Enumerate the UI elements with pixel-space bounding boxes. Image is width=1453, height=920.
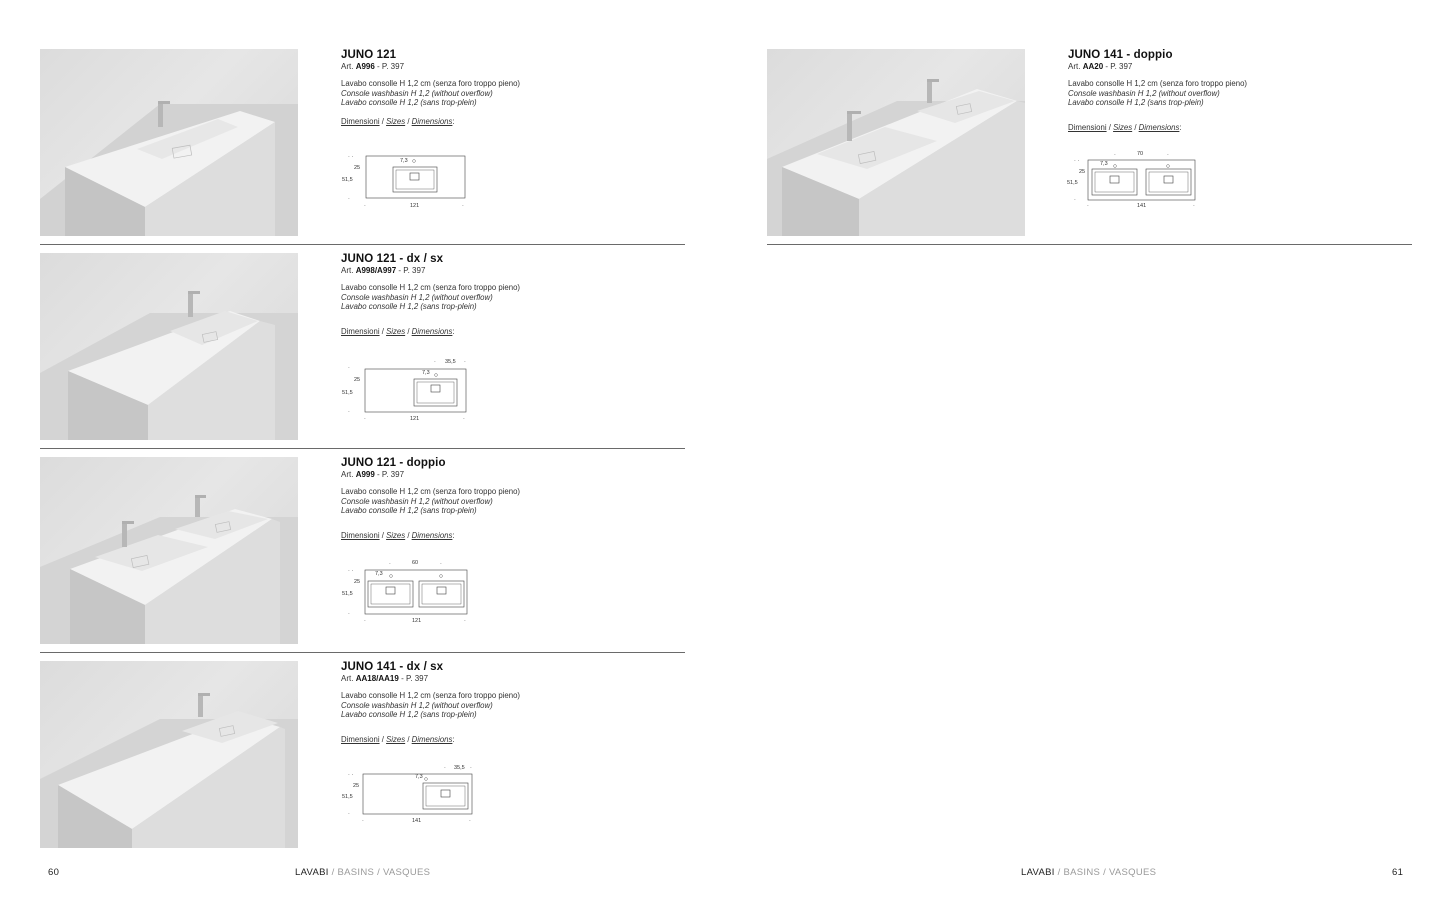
product-title: JUNO 141 - dx / sx <box>341 661 444 673</box>
svg-text:·: · <box>1114 152 1116 158</box>
product-info <box>341 253 681 337</box>
article-code: A996 <box>355 62 375 71</box>
page-number-left: 60 <box>48 867 60 878</box>
svg-text:·: · <box>362 818 364 824</box>
svg-text:·: · <box>464 618 466 624</box>
svg-text:·: · <box>1167 152 1169 158</box>
product-title: JUNO 141 - doppio <box>1068 49 1173 61</box>
product-description: Lavabo consolle H 1,2 cm (senza foro troppo pieno) Console washbasin H 1,2 (without overflow) Lavabo consolle H 1,2 (sans trop-plein) <box>341 691 520 720</box>
svg-text:·: · <box>434 359 436 365</box>
dim-height: 51,5 <box>342 390 353 396</box>
section-divider <box>767 244 1412 245</box>
product-info <box>341 457 681 541</box>
section-label-left: LAVABI / BASINS / VASQUES <box>295 867 431 878</box>
dim-width: 141 <box>1137 203 1147 209</box>
product-description: Lavabo consolle H 1,2 cm (senza foro troppo pieno) Console washbasin H 1,2 (without overflow) Lavabo consolle H 1,2 (sans trop-plein) <box>341 283 520 312</box>
technical-drawing <box>340 557 480 627</box>
product-description: Lavabo consolle H 1,2 cm (senza foro troppo pieno) Console washbasin H 1,2 (without overflow) Lavabo consolle H 1,2 (sans trop-plein) <box>341 79 520 108</box>
svg-text:·: · <box>364 416 366 422</box>
dim-offset: 7,3 <box>375 571 383 577</box>
product-photo <box>767 49 1025 236</box>
dim-height: 51,5 <box>342 591 353 597</box>
dimensions-label: Dimensioni / Sizes / Dimensions: <box>341 326 455 336</box>
svg-text:·: · <box>463 416 465 422</box>
svg-text:· ·: · · <box>1074 158 1080 164</box>
svg-text:·: · <box>364 203 366 209</box>
product-photo <box>40 457 298 644</box>
product-title: JUNO 121 - doppio <box>341 457 446 469</box>
product-description: Lavabo consolle H 1,2 cm (senza foro troppo pieno) Console washbasin H 1,2 (without overflow) Lavabo consolle H 1,2 (sans trop-plein) <box>341 487 520 516</box>
dim-offset: 7,3 <box>400 158 408 164</box>
product-title: JUNO 121 - dx / sx <box>341 253 444 265</box>
dim-depth: 25 <box>354 377 361 383</box>
dimensions-label: Dimensioni / Sizes / Dimensions: <box>1068 122 1182 132</box>
article-line: Art. A999 - P. 397 <box>341 470 405 479</box>
product-photo <box>40 661 298 848</box>
article-code: A999 <box>355 470 375 479</box>
technical-drawing <box>340 151 480 213</box>
dim-side: 35,5 <box>445 359 456 365</box>
dim-offset: 7,3 <box>415 774 423 780</box>
article-line: Art. AA20 - P. 397 <box>1068 62 1133 71</box>
product-card-juno-121-doppio <box>40 457 685 653</box>
article-line: Art. AA18/AA19 - P. 397 <box>341 674 429 683</box>
technical-drawing <box>1067 147 1207 211</box>
product-info <box>341 661 681 745</box>
article-line: Art. A996 - P. 397 <box>341 62 405 71</box>
dimensions-label: Dimensioni / Sizes / Dimensions: <box>341 530 455 540</box>
svg-text:· ·: · · <box>348 154 354 160</box>
section-label-right: LAVABI / BASINS / VASQUES <box>1021 867 1157 878</box>
product-card-juno-141-dx-sx <box>40 661 685 857</box>
product-photo <box>40 253 298 440</box>
dim-height: 51,5 <box>342 177 353 183</box>
section-divider <box>40 244 685 245</box>
section-divider <box>40 652 685 653</box>
dim-height: 51,5 <box>1067 180 1078 186</box>
svg-text:·: · <box>470 765 472 771</box>
dim-width: 121 <box>410 416 420 422</box>
dim-depth: 25 <box>1079 169 1086 175</box>
article-code: AA18/AA19 <box>355 674 399 683</box>
svg-text:·: · <box>469 818 471 824</box>
dim-width: 121 <box>410 203 420 209</box>
section-divider <box>40 448 685 449</box>
dim-height: 51,5 <box>342 794 353 800</box>
product-description: Lavabo consolle H 1,2 cm (senza foro troppo pieno) Console washbasin H 1,2 (without overflow) Lavabo consolle H 1,2 (sans trop-plein) <box>1068 79 1247 108</box>
dim-gap: 70 <box>1137 151 1144 157</box>
dim-depth: 25 <box>353 783 360 789</box>
article-code: A998/A997 <box>355 266 397 275</box>
product-info <box>1068 49 1408 133</box>
product-info <box>341 49 681 127</box>
dim-side: 35,5 <box>454 765 465 771</box>
svg-text:·: · <box>348 365 350 371</box>
svg-text:· ·: · · <box>348 772 354 778</box>
svg-text:·: · <box>364 618 366 624</box>
dim-offset: 7,3 <box>1100 161 1108 167</box>
dim-width: 121 <box>412 618 422 624</box>
svg-text:·: · <box>462 203 464 209</box>
product-card-juno-121 <box>40 49 685 245</box>
svg-text:·: · <box>348 196 350 202</box>
svg-text:·: · <box>464 359 466 365</box>
svg-text:· ·: · · <box>348 568 354 574</box>
svg-text:·: · <box>348 811 350 817</box>
svg-text:·: · <box>389 561 391 567</box>
dimensions-label: Dimensioni / Sizes / Dimensions: <box>341 734 455 744</box>
product-card-juno-121-dx-sx <box>40 253 685 449</box>
dim-width: 141 <box>412 818 422 824</box>
svg-text:·: · <box>444 765 446 771</box>
dim-gap: 60 <box>412 560 419 566</box>
svg-text:·: · <box>1074 197 1076 203</box>
dim-depth: 25 <box>354 165 361 171</box>
dimensions-label: Dimensioni / Sizes / Dimensions: <box>341 116 455 126</box>
svg-text:·: · <box>348 409 350 415</box>
technical-drawing <box>340 357 480 423</box>
product-card-juno-141-doppio <box>767 49 1412 245</box>
article-line: Art. A998/A997 - P. 397 <box>341 266 426 275</box>
product-title: JUNO 121 <box>341 49 397 61</box>
svg-text:·: · <box>1087 203 1089 209</box>
svg-text:·: · <box>1193 203 1195 209</box>
technical-drawing <box>340 763 480 829</box>
dim-offset: 7,3 <box>422 370 430 376</box>
dim-depth: 25 <box>354 579 361 585</box>
svg-text:·: · <box>440 561 442 567</box>
article-code: AA20 <box>1082 62 1104 71</box>
product-photo <box>40 49 298 236</box>
page-number-right: 61 <box>1392 867 1404 878</box>
svg-text:·: · <box>348 611 350 617</box>
